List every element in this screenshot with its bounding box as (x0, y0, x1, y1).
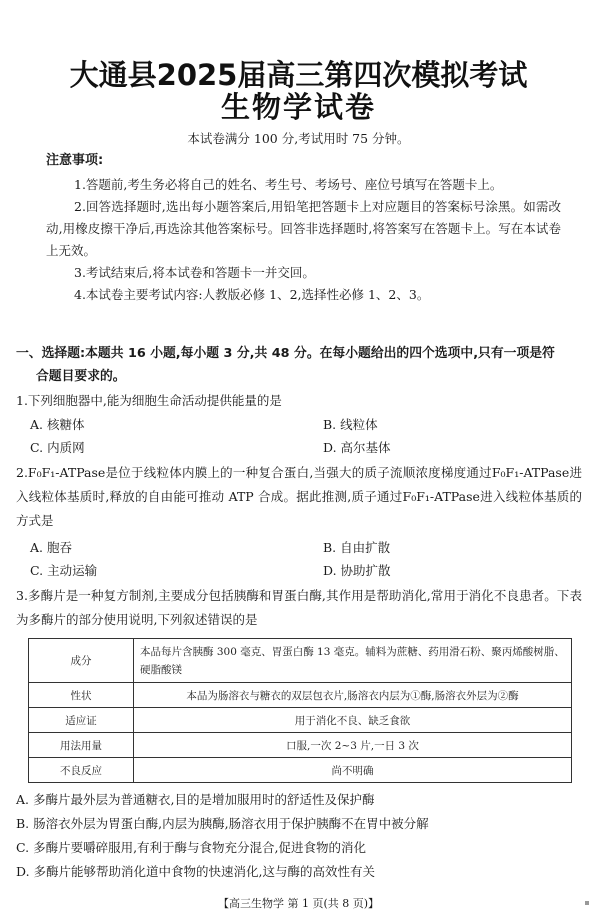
table-key: 成分 (29, 639, 134, 683)
question-1-option-c: C. 内质网 (30, 440, 85, 455)
notice-item-3: 3.考试结束后,将本试卷和答题卡一并交回。 (74, 265, 315, 280)
table-key: 不良反应 (29, 758, 134, 783)
question-2-option-c: C. 主动运输 (30, 563, 98, 578)
question-2-option-d: D. 协助扩散 (323, 563, 391, 578)
question-2-option-b: B. 自由扩散 (323, 540, 391, 555)
notice-item-2: 2.回答选择题时,选出每小题答案后,用铅笔把答题卡上对应题目的答案标号涂黑。如需改动,用橡皮擦干净后,再选涂其他答案标号。回答非选择题时,将答案写在答题卡上。写在本试卷上无效。 (46, 199, 561, 258)
question-2-option-a: A. 胞吞 (30, 540, 72, 555)
question-3-option-d: D. 多酶片能够帮助消化道中食物的快速消化,这与酶的高效性有关 (16, 864, 375, 879)
table-row (29, 758, 572, 783)
notice-heading: 注意事项: (46, 153, 104, 168)
table-key: 性状 (29, 683, 134, 708)
drug-info-table (28, 638, 572, 783)
exam-subject-title: 生物学试卷 (220, 90, 376, 124)
notice-item-1: 1.答题前,考生务必将自己的姓名、考生号、考场号、座位号填写在答题卡上。 (74, 177, 503, 192)
table-key: 用法用量 (29, 733, 134, 758)
section-heading-line1: 一、选择题:本题共 16 小题,每小题 3 分,共 48 分。在每小题给出的四个选项中,只有一项是符 (16, 346, 555, 361)
question-3-option-a: A. 多酶片最外层为普通糖衣,目的是增加服用时的舒适性及保护酶 (16, 792, 375, 807)
table-row (29, 639, 572, 683)
table-value: 尚不明确 (134, 758, 572, 783)
table-value: 本品为肠溶衣与糖衣的双层包衣片,肠溶衣内层为①酶,肠溶衣外层为②酶 (134, 683, 572, 708)
table-row (29, 708, 572, 733)
question-1-option-d: D. 高尔基体 (323, 440, 391, 455)
corner-mark (585, 901, 589, 905)
exam-title: 大通县2025届高三第四次模拟考试 (69, 58, 528, 92)
table-key: 适应证 (29, 708, 134, 733)
question-3-option-c: C. 多酶片要嚼碎服用,有利于酶与食物充分混合,促进食物的消化 (16, 840, 367, 855)
question-2-stem: 2.F₀F₁-ATPase是位于线粒体内膜上的一种复合蛋白,当强大的质子流顺浓度梯度通过F₀F₁-ATPase进入线粒体基质时,释放的自由能可推动 ATP 合成。据此推测,质子通过F₀F₁-ATPase进入线粒体基质的方式是 (16, 465, 582, 528)
page-footer: 【高三生物学 第 1 页(共 8 页)】 (217, 897, 380, 910)
question-1-stem: 1.下列细胞器中,能为细胞生命活动提供能量的是 (16, 393, 282, 408)
notice-item-4: 4.本试卷主要考试内容:人教版必修 1、2,选择性必修 1、2、3。 (74, 287, 430, 302)
table-row (29, 733, 572, 758)
section-heading-line2: 合题目要求的。 (36, 369, 126, 384)
question-1-option-b: B. 线粒体 (323, 417, 378, 432)
question-3-stem: 3.多酶片是一种复方制剂,主要成分包括胰酶和胃蛋白酶,其作用是帮助消化,常用于消化不良患者。下表为多酶片的部分使用说明,下列叙述错误的是 (16, 588, 582, 627)
table-row (29, 683, 572, 708)
section-heading (16, 342, 582, 388)
table-value: 本品每片含胰酶 300 毫克、胃蛋白酶 13 毫克。辅料为蔗糖、药用滑石粉、聚丙烯酸树脂、硬脂酸镁 (134, 639, 572, 683)
exam-instructions-summary: 本试卷满分 100 分,考试用时 75 分钟。 (187, 131, 410, 146)
table-value: 用于消化不良、缺乏食欲 (134, 708, 572, 733)
question-3-option-b: B. 肠溶衣外层为胃蛋白酶,内层为胰酶,肠溶衣用于保护胰酶不在胃中被分解 (16, 816, 429, 831)
question-1-option-a: A. 核糖体 (30, 417, 85, 432)
table-value: 口服,一次 2~3 片,一日 3 次 (134, 733, 572, 758)
